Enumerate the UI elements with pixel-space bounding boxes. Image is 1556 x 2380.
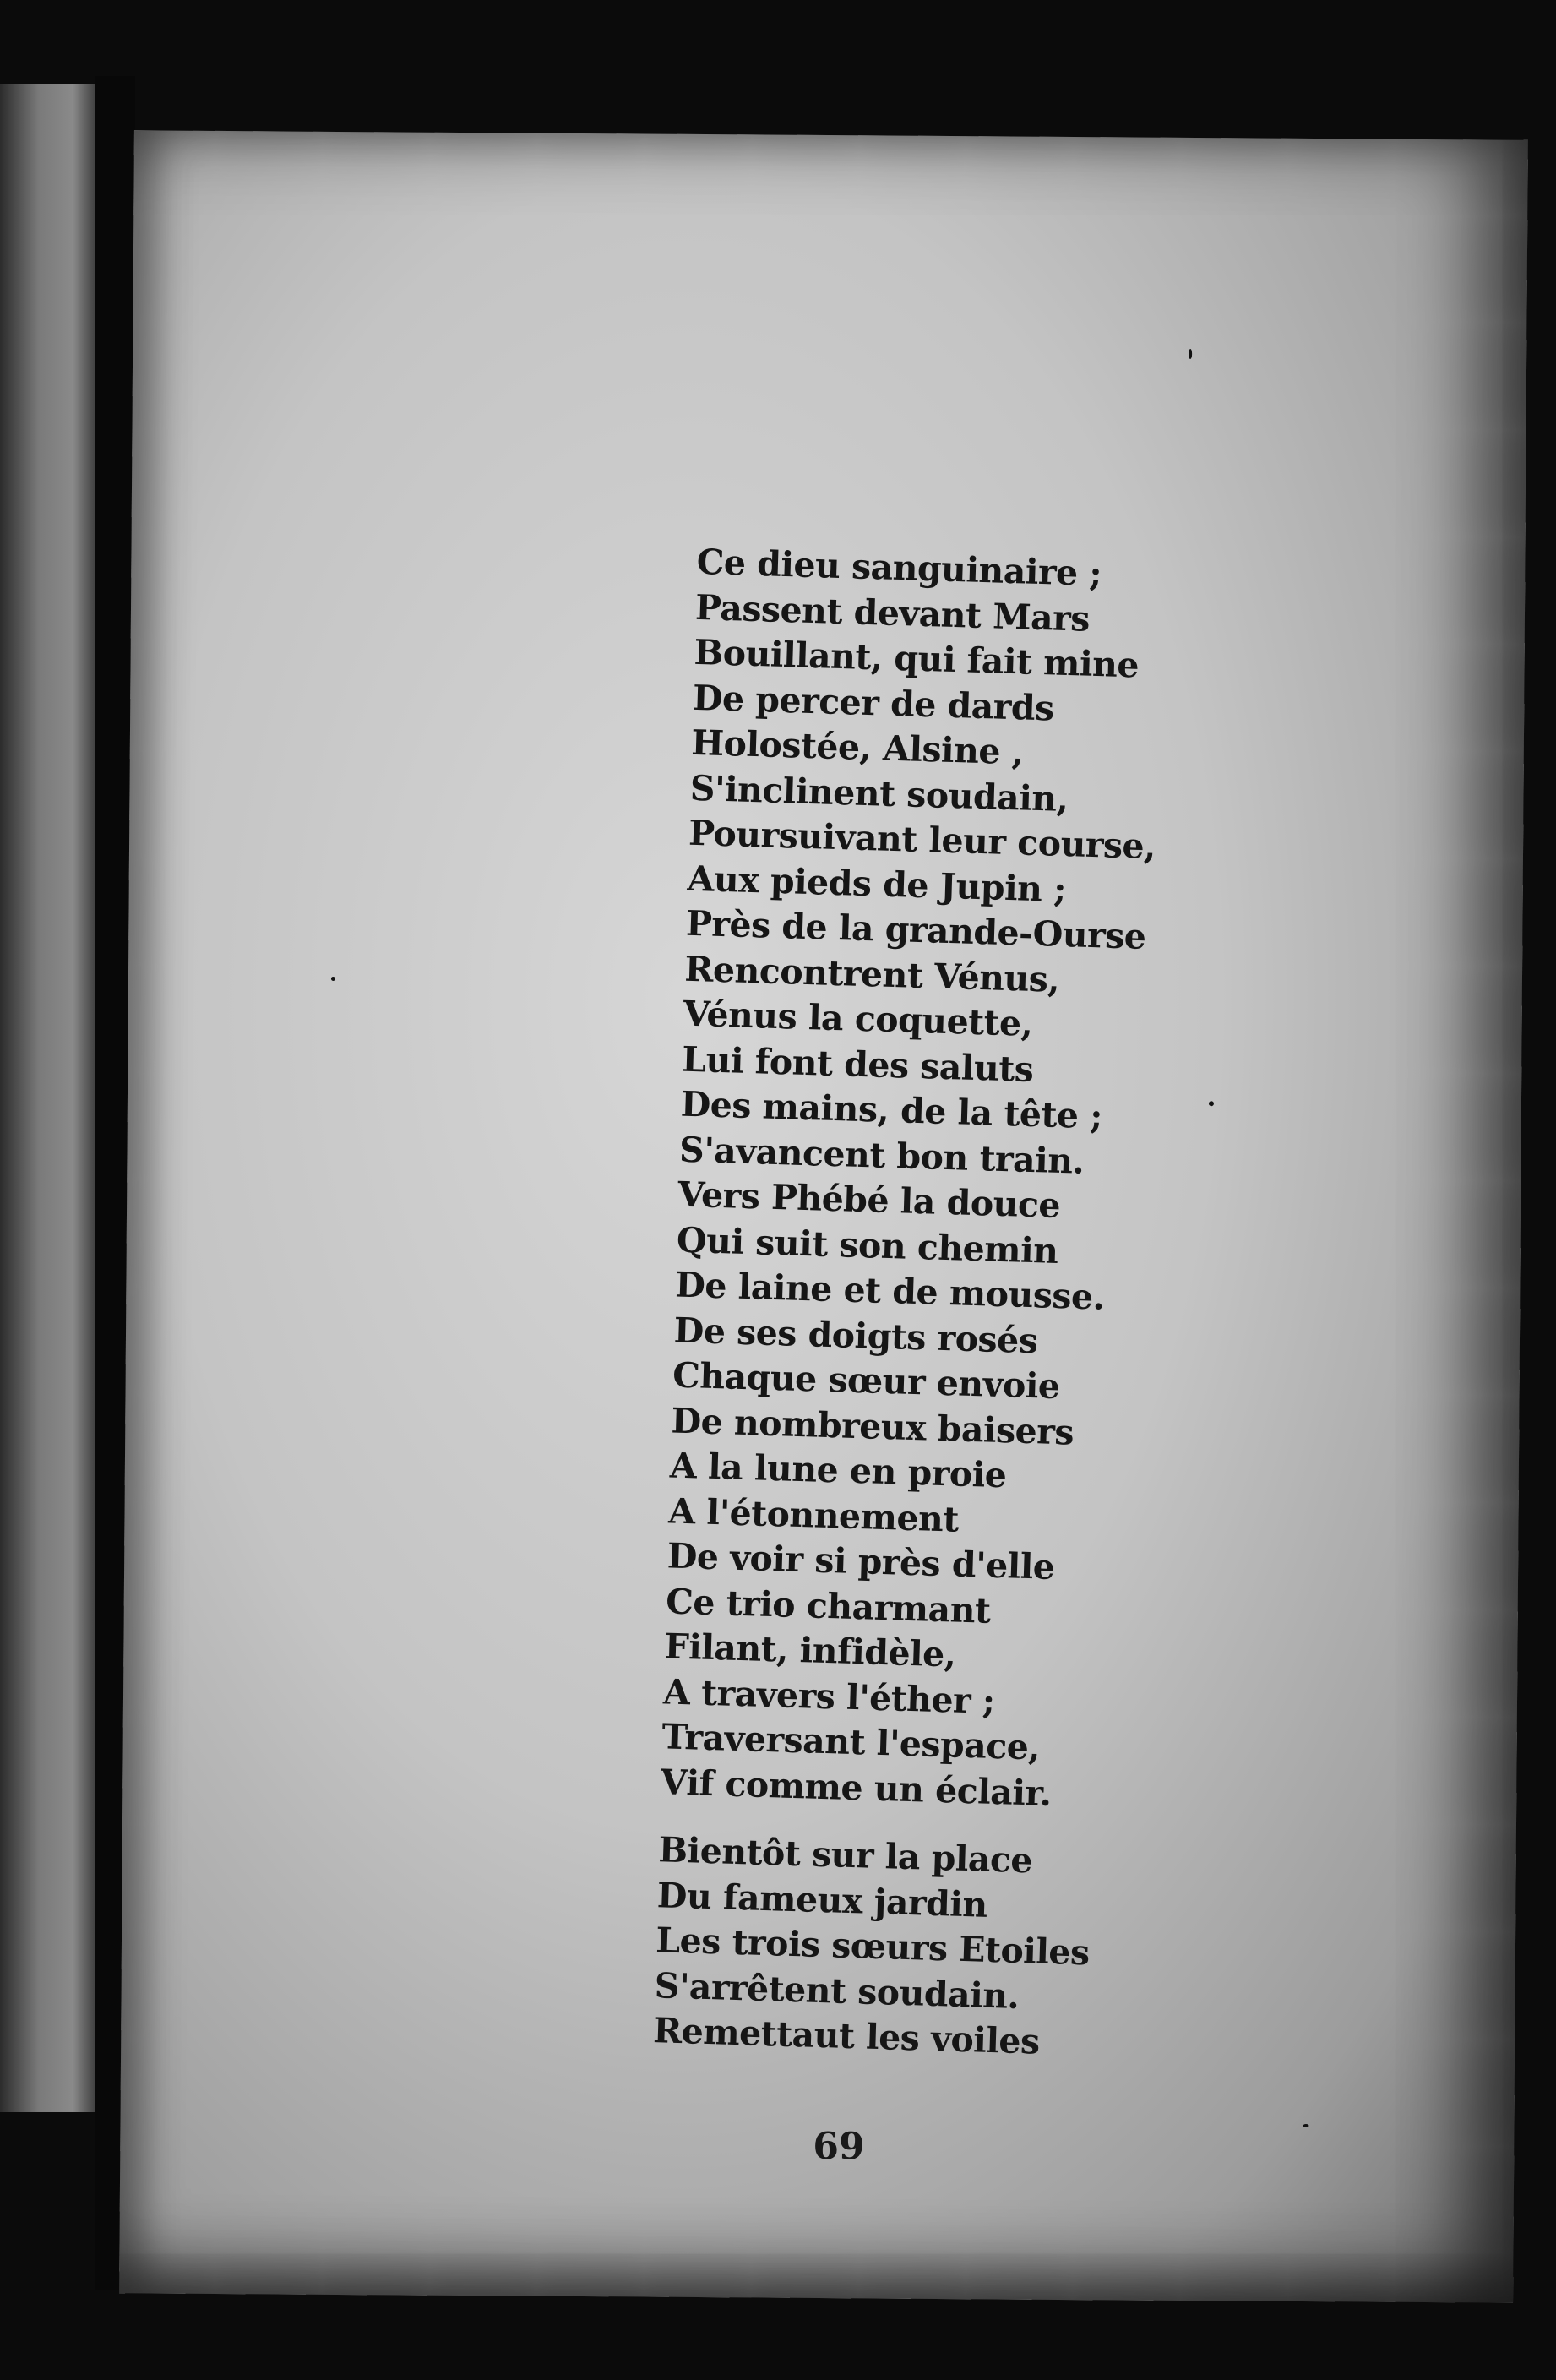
verse-line: De laine et de mousse. [674, 1264, 1106, 1318]
ink-speck [331, 977, 335, 981]
verse-line: A la lune en proie [669, 1445, 1008, 1496]
verse-line: Vif comme un éclair. [660, 1761, 1053, 1814]
verse-line: S'avancent bon train. [678, 1129, 1085, 1182]
verse-line: Des mains, de la tête ; [680, 1083, 1103, 1137]
verse-line: Vénus la coquette, [683, 993, 1034, 1044]
verse-line: Rencontrent Vénus, [683, 948, 1060, 1000]
verse-line: Du fameux jardin [656, 1874, 988, 1925]
verse-line: Remettaut les voiles [652, 2010, 1041, 2062]
stanza-2 [652, 1827, 1200, 2069]
verse-line: De percer de dards [692, 677, 1055, 729]
poem-text [652, 540, 1238, 2070]
verse-line: Bientôt sur la place [657, 1829, 1033, 1882]
stanza-1 [660, 540, 1238, 1821]
book-page [119, 130, 1528, 2302]
verse-line: A l'étonnement [667, 1490, 960, 1540]
ink-speck [1209, 1101, 1214, 1106]
ink-speck [1189, 349, 1192, 359]
verse-line: Aux pieds de Jupin ; [686, 858, 1067, 910]
verse-line: Près de la grande-Ourse [685, 902, 1147, 957]
verse-line: Ce dieu sanguinaire ; [696, 541, 1102, 595]
verse-line: Holostée, Alsine , [690, 722, 1025, 773]
verse-line: De voir si près d'elle [666, 1535, 1056, 1588]
verse-line: Ce trio charmant [665, 1580, 992, 1631]
verse-line: De nombreux baisers [670, 1399, 1075, 1453]
ink-speck [1303, 2124, 1308, 2127]
verse-line: Vers Phébé la douce [677, 1174, 1061, 1227]
verse-line: De ses doigts rosés [673, 1310, 1039, 1361]
verse-line: Lui font des saluts [681, 1038, 1035, 1090]
verse-line: A travers l'éther ; [662, 1670, 996, 1722]
verse-line: Les trois sœurs Etoiles [655, 1920, 1091, 1974]
verse-line: Poursuivant leur course, [688, 812, 1156, 868]
verse-line: Qui suit son chemin [676, 1219, 1059, 1272]
verse-line: S'inclinent soudain, [689, 767, 1069, 820]
verse-line: S'arrêtent soudain. [654, 1964, 1020, 2017]
facing-page-edge [0, 84, 97, 2112]
verse-line: Bouillant, qui fait mine [693, 631, 1140, 686]
verse-line: Passent devant Mars [694, 586, 1091, 640]
page-number: 69 [813, 2124, 865, 2169]
verse-line: Filant, infidèle, [664, 1626, 957, 1675]
verse-line: Traversant l'espace, [661, 1716, 1041, 1768]
verse-line: Chaque sœur envoie [672, 1354, 1061, 1408]
